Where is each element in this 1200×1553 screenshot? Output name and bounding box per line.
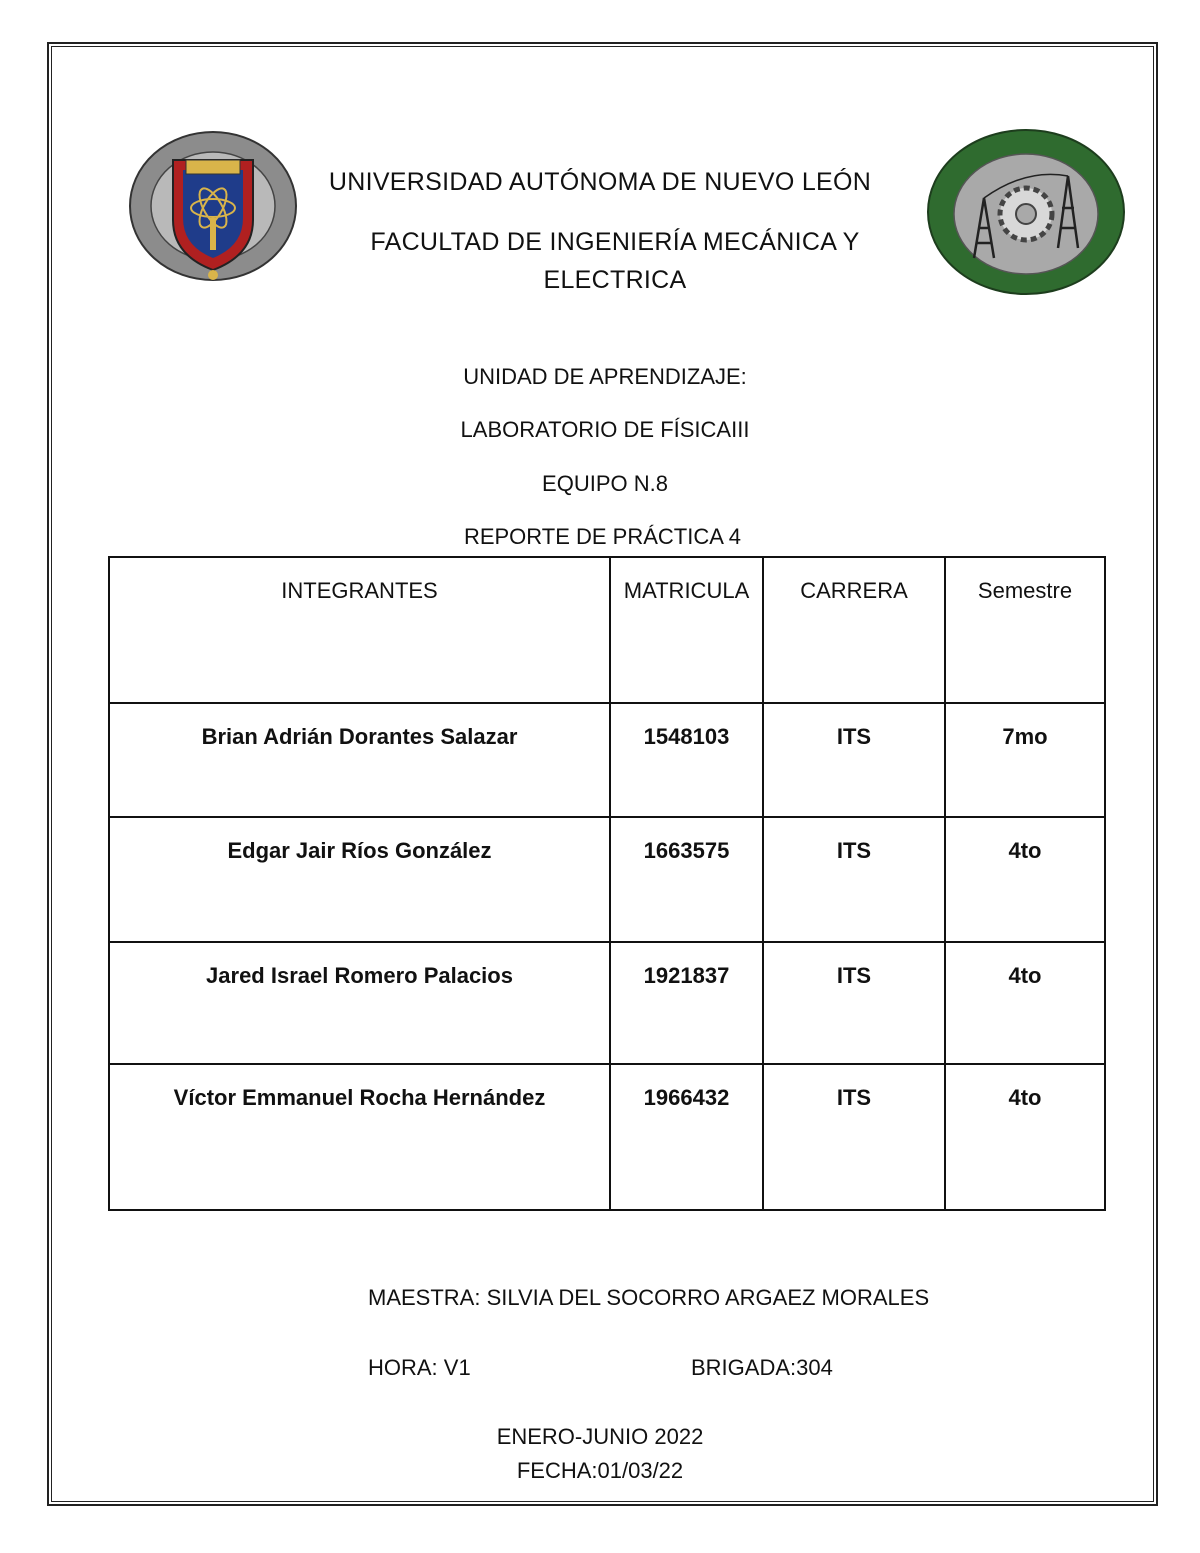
member-id: 1966432 xyxy=(610,1064,763,1210)
member-semester: 4to xyxy=(945,817,1105,942)
faculty-name-line1: FACULTAD DE INGENIERÍA MECÁNICA Y xyxy=(370,228,860,256)
subject-name: LABORATORIO DE FÍSICAIII xyxy=(460,417,750,442)
uanl-seal-icon xyxy=(128,130,298,282)
member-career: ITS xyxy=(763,703,945,817)
table-row xyxy=(109,942,1105,1064)
brigade-number: BRIGADA:304 xyxy=(691,1355,833,1380)
header-carrera: CARRERA xyxy=(763,557,945,703)
class-hour: HORA: V1 xyxy=(368,1355,471,1380)
header-semestre: Semestre xyxy=(945,557,1105,703)
member-career: ITS xyxy=(763,1064,945,1210)
table-row xyxy=(109,703,1105,817)
table-row xyxy=(109,817,1105,942)
member-id: 1921837 xyxy=(610,942,763,1064)
member-career: ITS xyxy=(763,817,945,942)
report-title: REPORTE DE PRÁCTICA 4 xyxy=(463,524,742,549)
member-name: Jared Israel Romero Palacios xyxy=(109,942,610,1064)
member-id: 1663575 xyxy=(610,817,763,942)
member-name: Brian Adrián Dorantes Salazar xyxy=(109,703,610,817)
member-semester: 4to xyxy=(945,942,1105,1064)
header-matricula: MATRICULA xyxy=(610,557,763,703)
member-id: 1548103 xyxy=(610,703,763,817)
member-career: ITS xyxy=(763,942,945,1064)
member-name: Víctor Emmanuel Rocha Hernández xyxy=(109,1064,610,1210)
teacher-name: MAESTRA: SILVIA DEL SOCORRO ARGAEZ MORALES xyxy=(368,1285,930,1310)
unit-label: UNIDAD DE APRENDIZAJE: xyxy=(463,364,747,389)
header-integrantes: INTEGRANTES xyxy=(109,557,610,703)
report-date: FECHA:01/03/22 xyxy=(516,1458,684,1483)
team-number: EQUIPO N.8 xyxy=(542,471,668,496)
faculty-name-line2: ELECTRICA xyxy=(543,266,687,294)
member-semester: 4to xyxy=(945,1064,1105,1210)
university-name: UNIVERSIDAD AUTÓNOMA DE NUEVO LEÓN xyxy=(328,168,872,196)
members-table xyxy=(108,556,1106,1211)
table-header-row xyxy=(109,557,1105,703)
member-name: Edgar Jair Ríos González xyxy=(109,817,610,942)
academic-period: ENERO-JUNIO 2022 xyxy=(496,1424,704,1449)
member-semester: 7mo xyxy=(945,703,1105,817)
table-row xyxy=(109,1064,1105,1210)
